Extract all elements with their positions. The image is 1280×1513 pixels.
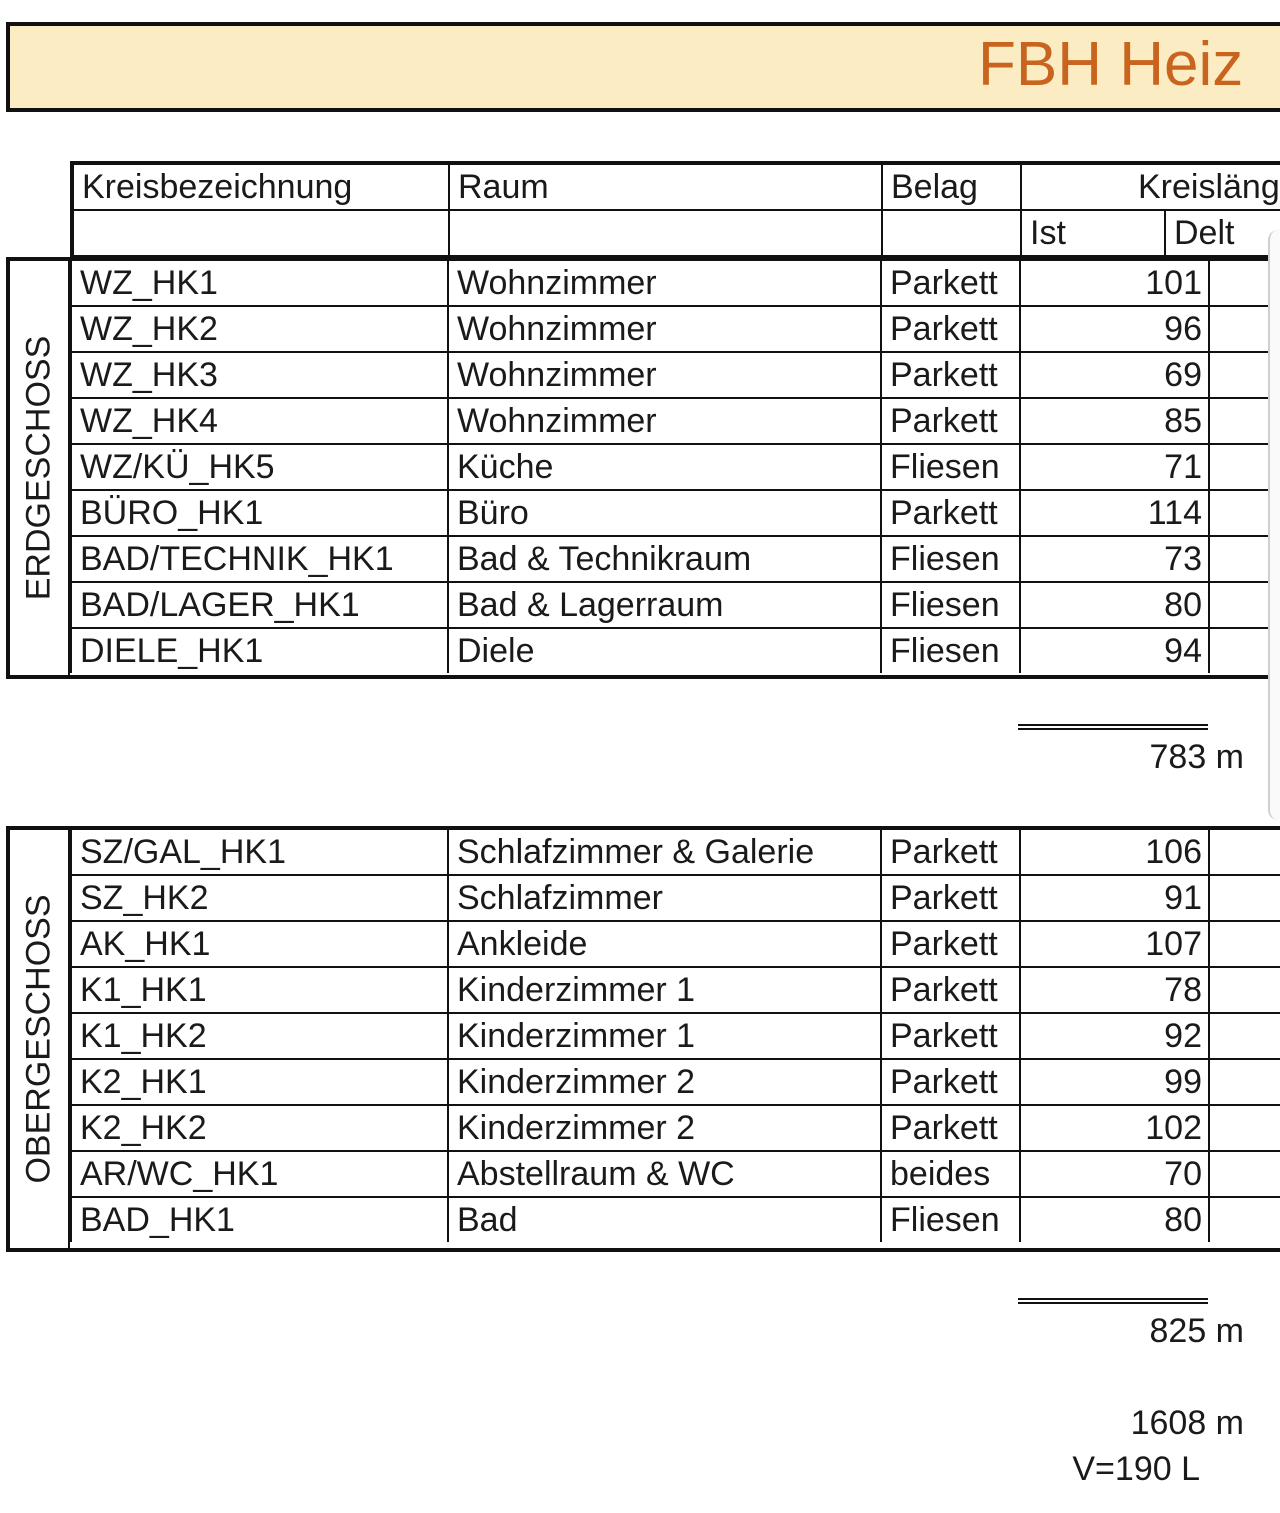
table-row — [71, 830, 1280, 875]
kreis-cell: K2_HK2 — [71, 1105, 448, 1151]
table-row — [71, 628, 1280, 673]
table-row — [71, 261, 1280, 306]
delta-cell — [1209, 1013, 1280, 1059]
obergeschoss-section — [6, 826, 1280, 1252]
belag-cell: Parkett — [881, 921, 1020, 967]
ist-cell: 70 — [1020, 1151, 1209, 1197]
kreis-cell: K1_HK1 — [71, 967, 448, 1013]
kreis-cell: WZ_HK1 — [71, 261, 448, 306]
belag-cell: Parkett — [881, 398, 1020, 444]
raum-cell: Wohnzimmer — [448, 398, 881, 444]
header-ist: Ist — [1021, 210, 1165, 256]
belag-cell: Parkett — [881, 1105, 1020, 1151]
delta-cell — [1209, 967, 1280, 1013]
ist-cell: 107 — [1020, 921, 1209, 967]
erdgeschoss-section — [6, 257, 1280, 679]
belag-cell: Fliesen — [881, 1197, 1020, 1242]
raum-cell: Wohnzimmer — [448, 352, 881, 398]
table-row — [71, 490, 1280, 536]
delta-cell — [1209, 830, 1280, 875]
belag-cell: Parkett — [881, 352, 1020, 398]
ist-cell: 85 — [1020, 398, 1209, 444]
table-row — [71, 536, 1280, 582]
raum-cell: Büro — [448, 490, 881, 536]
header-table — [70, 161, 1280, 257]
kreis-cell: WZ/KÜ_HK5 — [71, 444, 448, 490]
raum-cell: Kinderzimmer 1 — [448, 967, 881, 1013]
table-row — [71, 1151, 1280, 1197]
belag-cell: beides — [881, 1151, 1020, 1197]
header-empty-3 — [882, 210, 1021, 256]
obergeschoss-label — [10, 830, 70, 1248]
ist-cell: 91 — [1020, 875, 1209, 921]
kreis-cell: WZ_HK4 — [71, 398, 448, 444]
erdgeschoss-sum-line — [1018, 724, 1208, 730]
raum-cell: Bad & Lagerraum — [448, 582, 881, 628]
ist-cell: 96 — [1020, 306, 1209, 352]
kreis-cell: DIELE_HK1 — [71, 628, 448, 673]
belag-cell: Fliesen — [881, 628, 1020, 673]
belag-cell: Fliesen — [881, 444, 1020, 490]
kreis-cell: BAD/TECHNIK_HK1 — [71, 536, 448, 582]
raum-cell: Kinderzimmer 2 — [448, 1059, 881, 1105]
belag-cell: Parkett — [881, 490, 1020, 536]
volume: V=190 L — [1072, 1450, 1200, 1488]
raum-cell: Kinderzimmer 2 — [448, 1105, 881, 1151]
kreis-cell: WZ_HK3 — [71, 352, 448, 398]
kreis-cell: BAD/LAGER_HK1 — [71, 582, 448, 628]
kreis-cell: K1_HK2 — [71, 1013, 448, 1059]
ist-cell: 69 — [1020, 352, 1209, 398]
belag-cell: Parkett — [881, 1059, 1020, 1105]
belag-cell: Fliesen — [881, 536, 1020, 582]
header-kreisbezeichnung: Kreisbezeichnung — [72, 163, 449, 210]
raum-cell: Wohnzimmer — [448, 261, 881, 306]
belag-cell: Parkett — [881, 875, 1020, 921]
table-row — [71, 921, 1280, 967]
total-length: 1608 m — [1130, 1404, 1244, 1442]
kreis-cell: K2_HK1 — [71, 1059, 448, 1105]
table-row — [71, 398, 1280, 444]
header-raum: Raum — [449, 163, 882, 210]
belag-cell: Parkett — [881, 261, 1020, 306]
belag-cell: Parkett — [881, 967, 1020, 1013]
erdgeschoss-label — [10, 261, 70, 675]
ist-cell: 80 — [1020, 1197, 1209, 1242]
table-row — [71, 306, 1280, 352]
kreis-cell: SZ/GAL_HK1 — [71, 830, 448, 875]
ist-cell: 101 — [1020, 261, 1209, 306]
scroll-edge-handle[interactable] — [1268, 230, 1280, 820]
table-row — [71, 1197, 1280, 1242]
delta-cell — [1209, 921, 1280, 967]
erdgeschoss-table — [70, 261, 1280, 673]
raum-cell: Bad — [448, 1197, 881, 1242]
obergeschoss-label-text: OBERGESCHOSS — [19, 894, 58, 1184]
erdgeschoss-label-text: ERDGESCHOSS — [19, 335, 58, 601]
raum-cell: Abstellraum & WC — [448, 1151, 881, 1197]
table-row — [71, 582, 1280, 628]
table-row — [71, 352, 1280, 398]
delta-cell — [1209, 875, 1280, 921]
table-row — [71, 1059, 1280, 1105]
belag-cell: Parkett — [881, 306, 1020, 352]
kreis-cell: SZ_HK2 — [71, 875, 448, 921]
ist-cell: 71 — [1020, 444, 1209, 490]
belag-cell: Parkett — [881, 1013, 1020, 1059]
table-row — [71, 444, 1280, 490]
erdgeschoss-sum: 783 m — [1149, 738, 1244, 776]
ist-cell: 106 — [1020, 830, 1209, 875]
header-delta: Delt — [1165, 210, 1280, 256]
table-row — [71, 1013, 1280, 1059]
table-row — [71, 875, 1280, 921]
obergeschoss-sum: 825 m — [1149, 1312, 1244, 1350]
raum-cell: Küche — [448, 444, 881, 490]
raum-cell: Kinderzimmer 1 — [448, 1013, 881, 1059]
ist-cell: 73 — [1020, 536, 1209, 582]
delta-cell — [1209, 1105, 1280, 1151]
delta-cell — [1209, 1151, 1280, 1197]
ist-cell: 99 — [1020, 1059, 1209, 1105]
delta-cell — [1209, 1059, 1280, 1105]
ist-cell: 94 — [1020, 628, 1209, 673]
raum-cell: Schlafzimmer & Galerie — [448, 830, 881, 875]
ist-cell: 80 — [1020, 582, 1209, 628]
belag-cell: Parkett — [881, 830, 1020, 875]
belag-cell: Fliesen — [881, 582, 1020, 628]
ist-cell: 102 — [1020, 1105, 1209, 1151]
kreis-cell: AR/WC_HK1 — [71, 1151, 448, 1197]
kreis-cell: BAD_HK1 — [71, 1197, 448, 1242]
kreis-cell: WZ_HK2 — [71, 306, 448, 352]
ist-cell: 92 — [1020, 1013, 1209, 1059]
raum-cell: Bad & Technikraum — [448, 536, 881, 582]
raum-cell: Schlafzimmer — [448, 875, 881, 921]
raum-cell: Diele — [448, 628, 881, 673]
header-empty-2 — [449, 210, 882, 256]
table-row — [71, 967, 1280, 1013]
table-row — [71, 1105, 1280, 1151]
raum-cell: Ankleide — [448, 921, 881, 967]
delta-cell — [1209, 1197, 1280, 1242]
header-belag: Belag — [882, 163, 1021, 210]
ist-cell: 78 — [1020, 967, 1209, 1013]
page-title: FBH Heiz — [978, 30, 1244, 99]
header-empty-1 — [72, 210, 449, 256]
kreis-cell: AK_HK1 — [71, 921, 448, 967]
obergeschoss-sum-line — [1018, 1298, 1208, 1304]
kreis-cell: BÜRO_HK1 — [71, 490, 448, 536]
header-kreislaenge: Kreisläng — [1021, 163, 1280, 210]
raum-cell: Wohnzimmer — [448, 306, 881, 352]
ist-cell: 114 — [1020, 490, 1209, 536]
obergeschoss-table — [70, 830, 1280, 1242]
